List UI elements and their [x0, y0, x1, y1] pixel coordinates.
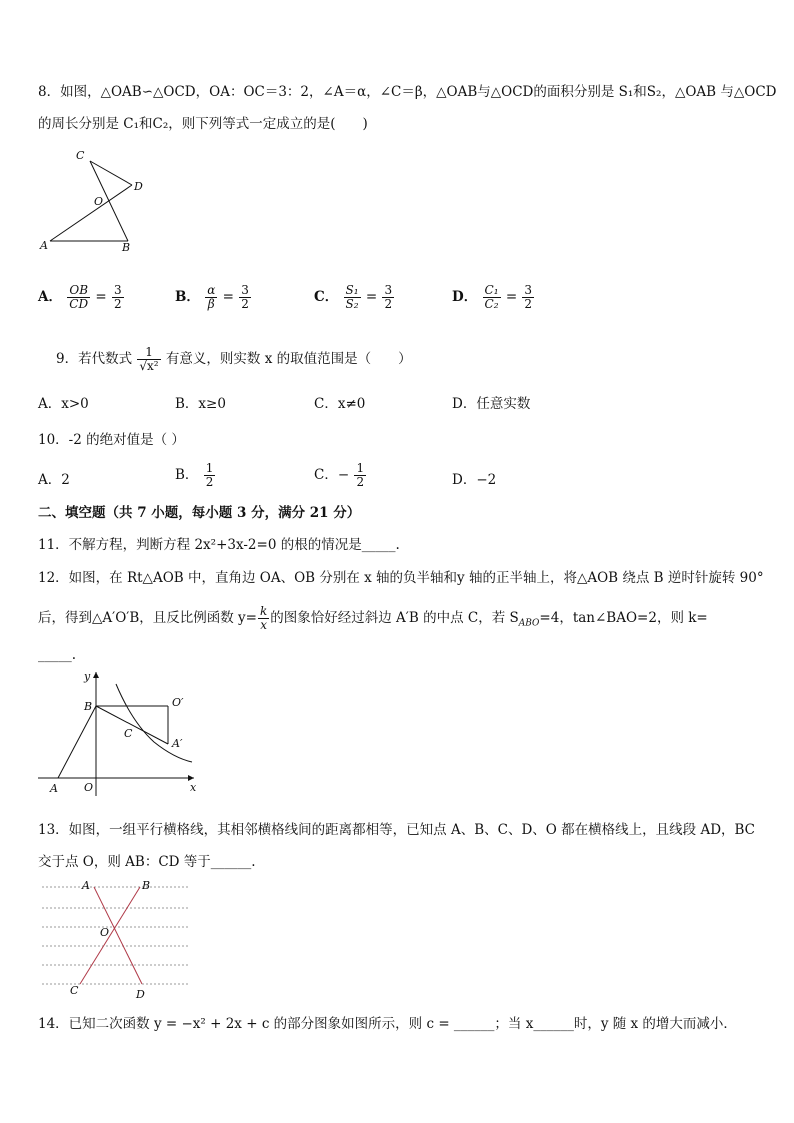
q8-label-C: C: [76, 149, 85, 162]
q10-option-a[interactable]: A．2: [38, 472, 70, 488]
q9-option-c[interactable]: C．x≠0: [314, 396, 366, 412]
q13-line2: 交于点 O，则 AB：CD 等于______.: [38, 854, 256, 870]
q12-line3: _____.: [38, 647, 77, 663]
q9-prefix: 9．若代数式: [56, 351, 133, 367]
q13-figure: [36, 878, 196, 1002]
q12-label-A-prime: A′: [172, 737, 183, 750]
q8-line-AD: [50, 185, 132, 241]
q8-label-B: B: [122, 241, 131, 254]
q8-label-D: D: [134, 180, 143, 193]
q10-stem: 10．-2 的绝对值是（ ）: [38, 432, 185, 448]
q12-line1: 12．如图，在 Rt△AOB 中，直角边 OA、OB 分别在 x 轴的负半轴和y 轴的正半轴上，将△AOB 绕点 B 逆时针旋转 90°: [38, 570, 764, 586]
q13-line1: 13．如图，一组平行横格线，其相邻横格线间的距离都相等，已知点 A、B、C、D、O 都在横格线上，且线段 AD，BC: [38, 822, 756, 838]
q8-figure: [36, 145, 156, 255]
q12-label-O: O: [84, 781, 94, 794]
q8-option-b[interactable]: B． $\frac{\alpha}{\beta}$ = $\frac{3}{2}$: [175, 283, 249, 311]
q8-line1: 8．如图，△OAB∽△OCD，OA：OC＝3：2，∠A＝α，∠C＝β，△OAB与△OCD的面积分别是 S₁和S₂，△OAB 与△OCD: [38, 84, 777, 100]
q13-label-D: D: [136, 988, 145, 1001]
q12-line-AB: [58, 706, 96, 778]
q10-option-d[interactable]: D．−2: [452, 472, 497, 488]
q9-option-a[interactable]: A．x>0: [38, 396, 89, 412]
q9-stem: [56, 346, 412, 373]
q12-label-O-prime: O′: [172, 696, 184, 709]
q10-option-c[interactable]: C．− $\frac{1}{2}$: [314, 461, 365, 489]
q8-line-CD: [90, 161, 132, 185]
q9-fraction: $\frac{1}{\text{√x²}}$: [139, 345, 159, 373]
q11-stem: 11．不解方程，判断方程 2x²+3x-2=0 的根的情况是_____.: [38, 537, 400, 553]
q10-option-b[interactable]: B． $\frac{1}{2}$: [175, 461, 214, 489]
q8-label-O: O: [94, 195, 104, 208]
q13-label-A: A: [82, 879, 90, 892]
q12-label-x: x: [190, 781, 197, 794]
q12-line2: 后，得到△A′O′B，且反比例函数 y= $\frac{k}{x}$ 的图象恰好经过斜边 A′B 的中点 C，若 $S_{ABO}=4$，tan∠BAO=2，则 k=: [38, 604, 708, 632]
q13-label-O: O: [100, 926, 110, 939]
q13-label-B: B: [142, 879, 151, 892]
q9-option-d[interactable]: D．任意实数: [452, 396, 531, 412]
q8-label-A: A: [40, 239, 48, 252]
q9-option-b[interactable]: B．x≥0: [175, 396, 226, 412]
q8-option-c[interactable]: C． $\frac{\text{S₁}}{\text{S₂}}$ = $\frac{3}{2}$: [314, 283, 393, 311]
q8-option-d[interactable]: D． $\frac{\text{C₁}}{\text{C₂}}$ = $\frac{3}{2}$: [452, 283, 533, 311]
q8-option-a[interactable]: A． $\frac{OB}{CD}$ = $\frac{3}{2}$: [38, 283, 122, 311]
q12-figure: [36, 668, 206, 803]
q9-suffix: 有意义，则实数 x 的取值范围是（ ）: [165, 351, 412, 367]
section-2-heading: 二、填空题（共 7 小题，每小题 3 分，满分 21 分）: [38, 505, 361, 521]
q8-line2: 的周长分别是 C₁和C₂，则下列等式一定成立的是( ): [38, 116, 368, 132]
q12-label-B: B: [84, 700, 93, 713]
q14-stem: 14．已知二次函数 y = −x² + 2x + c 的部分图象如图所示，则 c = ______；当 x______时，y 随 x 的增大而减小．: [38, 1016, 737, 1032]
q12-label-A: A: [50, 782, 58, 795]
q12-label-C: C: [124, 727, 133, 740]
q12-label-y: y: [84, 670, 91, 683]
q13-label-C: C: [70, 984, 79, 997]
q13-line-BC: [80, 887, 140, 984]
